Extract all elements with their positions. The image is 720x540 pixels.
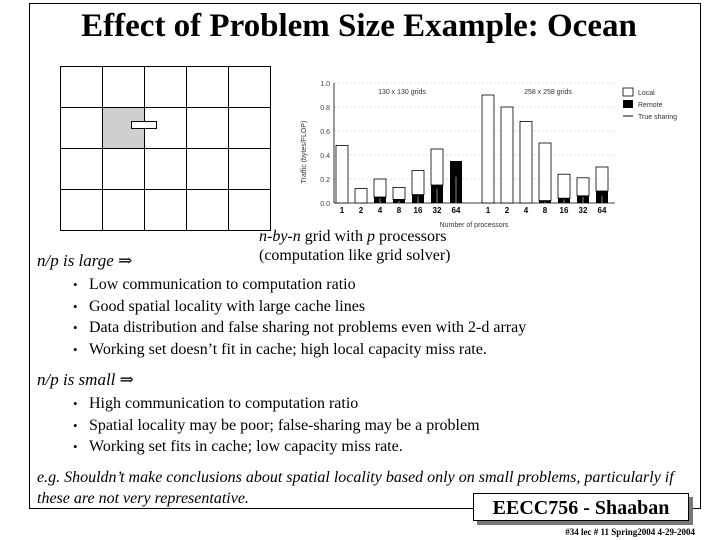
legend-label: Local [638,90,655,97]
x-tick-label: 64 [597,206,607,215]
bullet-item: • Data distribution and false sharing not problems even with 2-d array [68,317,526,339]
group-label: 258 x 258 grids [524,89,572,96]
grid-cell [145,190,187,231]
x-tick-label: 8 [396,206,402,215]
x-tick-label: 16 [559,206,569,215]
y-tick-label: 0.8 [320,105,330,112]
x-tick-label: 16 [413,206,423,215]
bar-local [520,121,532,203]
implies-arrow-icon: ⇒ [119,370,134,389]
grid-cell [187,108,229,149]
bar-local [558,174,570,198]
slide-title: Effect of Problem Size Example: Ocean [81,8,637,44]
grid-cell [145,149,187,190]
x-tick-label: 2 [358,206,364,215]
grid-cell [187,190,229,231]
grid-cell [103,67,145,108]
legend-swatch-remote [623,100,633,108]
implies-arrow-icon: ⇒ [118,251,133,270]
bullet-item: • Working set fits in cache; low capacity miss rate. [68,436,480,458]
bullet-item: • High communication to computation ratio [68,393,480,415]
grid-cell [187,149,229,190]
bar-local [431,149,443,185]
x-tick-label: 1 [339,206,345,215]
grid-cell [61,190,103,231]
large-bullet-list [68,274,526,360]
bar-local [577,178,589,196]
grid-cell [229,149,271,190]
grid-cell [61,108,103,149]
bar-local [355,189,367,203]
grid-caption: n-by-n grid with p processors (computation like grid solver) [259,228,451,264]
y-tick-label: 1.0 [320,81,330,88]
bar-local [336,145,348,203]
bar-local [482,95,494,203]
y-tick-label: 0.4 [320,153,330,160]
y-tick-label: 0.6 [320,129,330,136]
bullet-item: • Working set doesn’t fit in cache; high local capacity miss rate. [68,339,526,361]
grid-cell [229,190,271,231]
traffic-chart [290,72,690,232]
x-tick-label: 32 [578,206,588,215]
np-small-heading: n/p is small ⇒ [37,370,134,389]
grid-cell [103,149,145,190]
grid-cell [145,67,187,108]
course-badge: EECC756 - Shaaban [473,493,689,521]
bullet-item: • Spatial locality may be poor; false-sharing may be a problem [68,415,480,437]
x-tick-label: 4 [377,206,383,215]
legend-swatch-local [623,88,633,96]
bar-local [501,107,513,203]
legend-label: True sharing [638,114,678,121]
cache-line-rect [131,121,157,129]
grid-cell [61,67,103,108]
note-text: e.g. Shouldn’t make conclusions about spatial locality based only on small problems, particularly if these are not very representative. [37,469,674,507]
y-axis-label: Traffic (bytes/FLOP) [301,120,308,184]
small-bullet-list [68,393,480,458]
grid-diagram [60,66,271,231]
bullet-item: • Low communication to computation ratio [68,274,526,296]
bar-local [596,167,608,191]
bar-local [539,143,551,201]
group-label: 130 x 130 grids [378,89,426,96]
bar-local [412,171,424,195]
bar-local [374,179,386,197]
grid-cell [61,149,103,190]
np-large-heading: n/p is large ⇒ [37,251,133,270]
grid-cell [229,67,271,108]
x-tick-label: 4 [523,206,529,215]
x-tick-label: 8 [542,206,548,215]
grid-cell [187,67,229,108]
slide-footer: #34 lec # 11 Spring2004 4-29-2004 [565,527,695,537]
x-tick-label: 32 [432,206,442,215]
y-tick-label: 0.0 [320,201,330,208]
grid-cell [229,108,271,149]
legend-label: Remote [638,102,663,109]
x-axis-label: Number of processors [439,222,509,229]
grid-cell [103,190,145,231]
bar-local [393,187,405,199]
x-tick-label: 2 [504,206,510,215]
bullet-item: • Good spatial locality with large cache lines [68,296,526,318]
x-tick-label: 64 [451,206,461,215]
x-tick-label: 1 [485,206,491,215]
y-tick-label: 0.2 [320,177,330,184]
